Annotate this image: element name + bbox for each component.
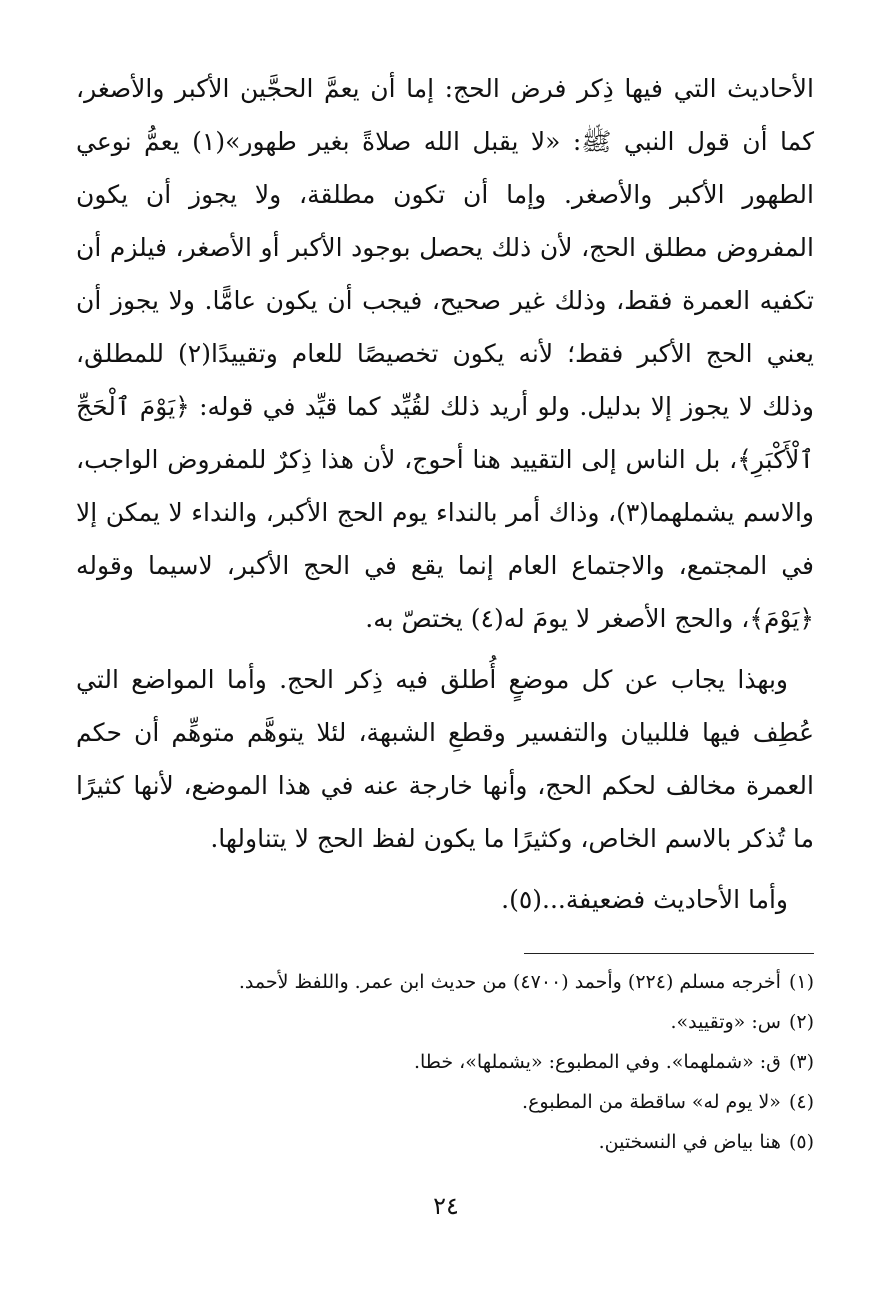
footnote-2	[76, 1002, 814, 1042]
footnote-text: هنا بياض في النسختين.	[598, 1131, 781, 1153]
footnote-3	[76, 1042, 814, 1082]
footnotes-list	[76, 962, 814, 1162]
footnote-number: (٣)	[788, 1051, 814, 1073]
footnote-1	[76, 962, 814, 1002]
footnote-divider	[524, 953, 814, 954]
footnote-4	[76, 1082, 814, 1122]
main-text	[76, 62, 814, 926]
footnote-text: س: «وتقييد».	[670, 1011, 781, 1033]
footnote-number: (٤)	[788, 1091, 814, 1113]
footnote-text: أخرجه مسلم (٢٢٤) وأحمد (٤٧٠٠) من حديث ابن عمر. واللفظ لأحمد.	[238, 971, 781, 993]
footnote-5	[76, 1122, 814, 1162]
footnote-text: ق: «شملهما». وفي المطبوع: «يشملها»، خطا.	[413, 1051, 781, 1073]
footnote-number: (٥)	[788, 1131, 814, 1153]
page-number: ٢٤	[433, 1192, 459, 1220]
paragraph-1: الأحاديث التي فيها ذِكر فرض الحج: إما أن يعمَّ الحجَّين الأكبر والأصغر، كما أن قول النبي ﷺ: «لا يقبل الله صلاةً بغير طهور»(١) يعمُّ نوعي الطهور الأكبر والأصغر. وإما أن تكون مطلقة، ولا يجوز أن يكون المفروض مطلق الحج، لأن ذلك يحصل بوجود الأكبر أو الأصغر، فيلزم أن تكفيه العمرة فقط، وذلك غير صحيح، فيجب أن يكون عامًّا. ولا يجوز أن يعني الحج الأكبر فقط؛ لأنه يكون تخصيصًا للعام وتقييدًا(٢) للمطلق، وذلك لا يجوز إلا بدليل. ولو أريد ذلك لقُيِّد كما قيِّد في قوله: ﴿يَوْمَ ٱلْحَجِّ ٱلْأَكْبَرِ﴾، بل الناس إلى التقييد هنا أحوج، لأن هذا ذِكرٌ للمفروض الواجب، والاسم يشملهما(٣)، وذاك أمر بالنداء يوم الحج الأكبر، والنداء لا يمكن إلا في المجتمع، والاجتماع العام إنما يقع في الحج الأكبر، لاسيما وقوله ﴿يَوْمَ﴾، والحج الأصغر لا يومَ له(٤) يختصّ به.	[76, 74, 814, 633]
paragraph-2: وبهذا يجاب عن كل موضعٍ أُطلق فيه ذِكر الحج. وأما المواضع التي عُطِف فيها فللبيان والتفسير وقطعِ الشبهة، لئلا يتوهَّم متوهِّم أن حكم العمرة مخالف لحكم الحج، وأنها خارجة عنه في هذا الموضع، لأنها كثيرًا ما تُذكر بالاسم الخاص، وكثيرًا ما يكون لفظ الحج لا يتناولها.	[76, 665, 814, 853]
footnote-number: (١)	[788, 971, 814, 993]
paragraph-3: وأما الأحاديث فضعيفة...(٥).	[501, 885, 788, 914]
footnote-text: «لا يوم له» ساقطة من المطبوع.	[522, 1091, 781, 1113]
footnote-number: (٢)	[788, 1011, 814, 1033]
